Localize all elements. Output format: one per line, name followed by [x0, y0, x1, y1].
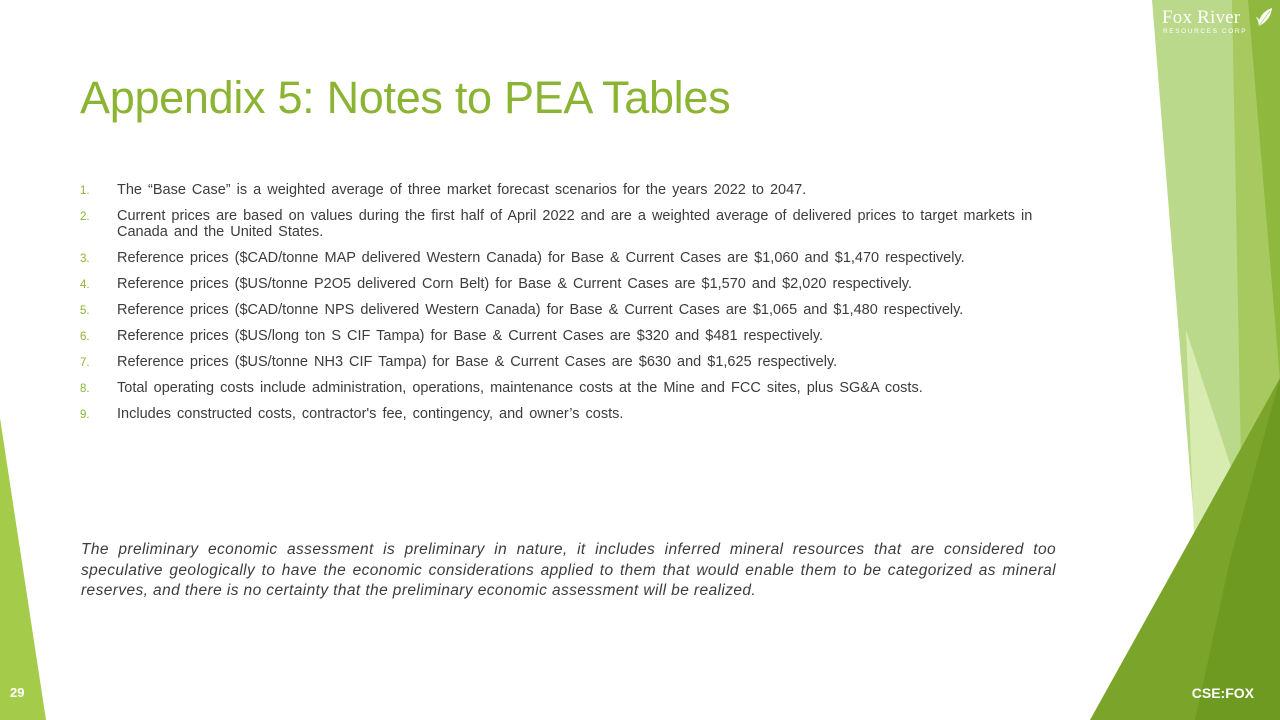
note-number: 1.	[80, 185, 90, 197]
note-text: The “Base Case” is a weighted average of three market forecast scenarios for the years 2022 to 2047.	[117, 182, 807, 198]
note-item	[80, 406, 1040, 422]
notes-list	[80, 182, 1040, 432]
note-item	[80, 182, 1040, 198]
note-number: 2.	[80, 211, 90, 223]
note-item	[80, 302, 1040, 318]
note-number: 9.	[80, 409, 90, 421]
note-text: Reference prices ($CAD/tonne MAP delivered Western Canada) for Base & Current Cases are $1,060 and $1,470 respectively.	[117, 250, 965, 266]
note-item	[80, 380, 1040, 396]
note-text: Includes constructed costs, contractor's fee, contingency, and owner’s costs.	[117, 406, 624, 422]
note-item	[80, 276, 1040, 292]
logo-subtitle: RESOURCES CORP	[1163, 28, 1248, 35]
note-text: Total operating costs include administration, operations, maintenance costs at the Mine and FCC sites, plus SG&A costs.	[117, 380, 923, 396]
left-accent-shape	[0, 418, 46, 720]
note-number: 4.	[80, 279, 90, 291]
page-number: 29	[10, 685, 25, 700]
note-number: 6.	[80, 331, 90, 343]
note-text: Reference prices ($US/tonne P2O5 delivered Corn Belt) for Base & Current Cases are $1,570 and $2,020 respectively.	[117, 276, 912, 292]
note-number: 3.	[80, 253, 90, 265]
note-item	[80, 208, 1040, 240]
logo-name: Fox River	[1162, 7, 1241, 28]
disclaimer-text: The preliminary economic assessment is preliminary in nature, it includes inferred mineral resources that are considered too speculative geologically to have the economic considerations applied to them that would enable them to be categorized as mineral reserves, and there is no certainty that the preliminary economic assessment will be realized.	[81, 541, 1056, 599]
note-item	[80, 328, 1040, 344]
note-item	[80, 250, 1040, 266]
leaf-icon	[1256, 6, 1274, 28]
note-item	[80, 354, 1040, 370]
page-title: Appendix 5: Notes to PEA Tables	[80, 72, 731, 123]
note-number: 8.	[80, 383, 90, 395]
note-text: Reference prices ($US/tonne NH3 CIF Tampa) for Base & Current Cases are $630 and $1,625 respectively.	[117, 354, 838, 370]
note-number: 5.	[80, 305, 90, 317]
note-number: 7.	[80, 357, 90, 369]
note-text: Current prices are based on values during the first half of April 2022 and are a weighted average of delivered prices to target markets in Canada and the United States.	[117, 208, 1033, 240]
company-logo	[1158, 6, 1270, 40]
stock-ticker: CSE:FOX	[1191, 685, 1254, 701]
note-text: Reference prices ($US/long ton S CIF Tampa) for Base & Current Cases are $320 and $481 respectively.	[117, 328, 824, 344]
note-text: Reference prices ($CAD/tonne NPS delivered Western Canada) for Base & Current Cases are $1,065 and $1,480 respectively.	[117, 302, 964, 318]
